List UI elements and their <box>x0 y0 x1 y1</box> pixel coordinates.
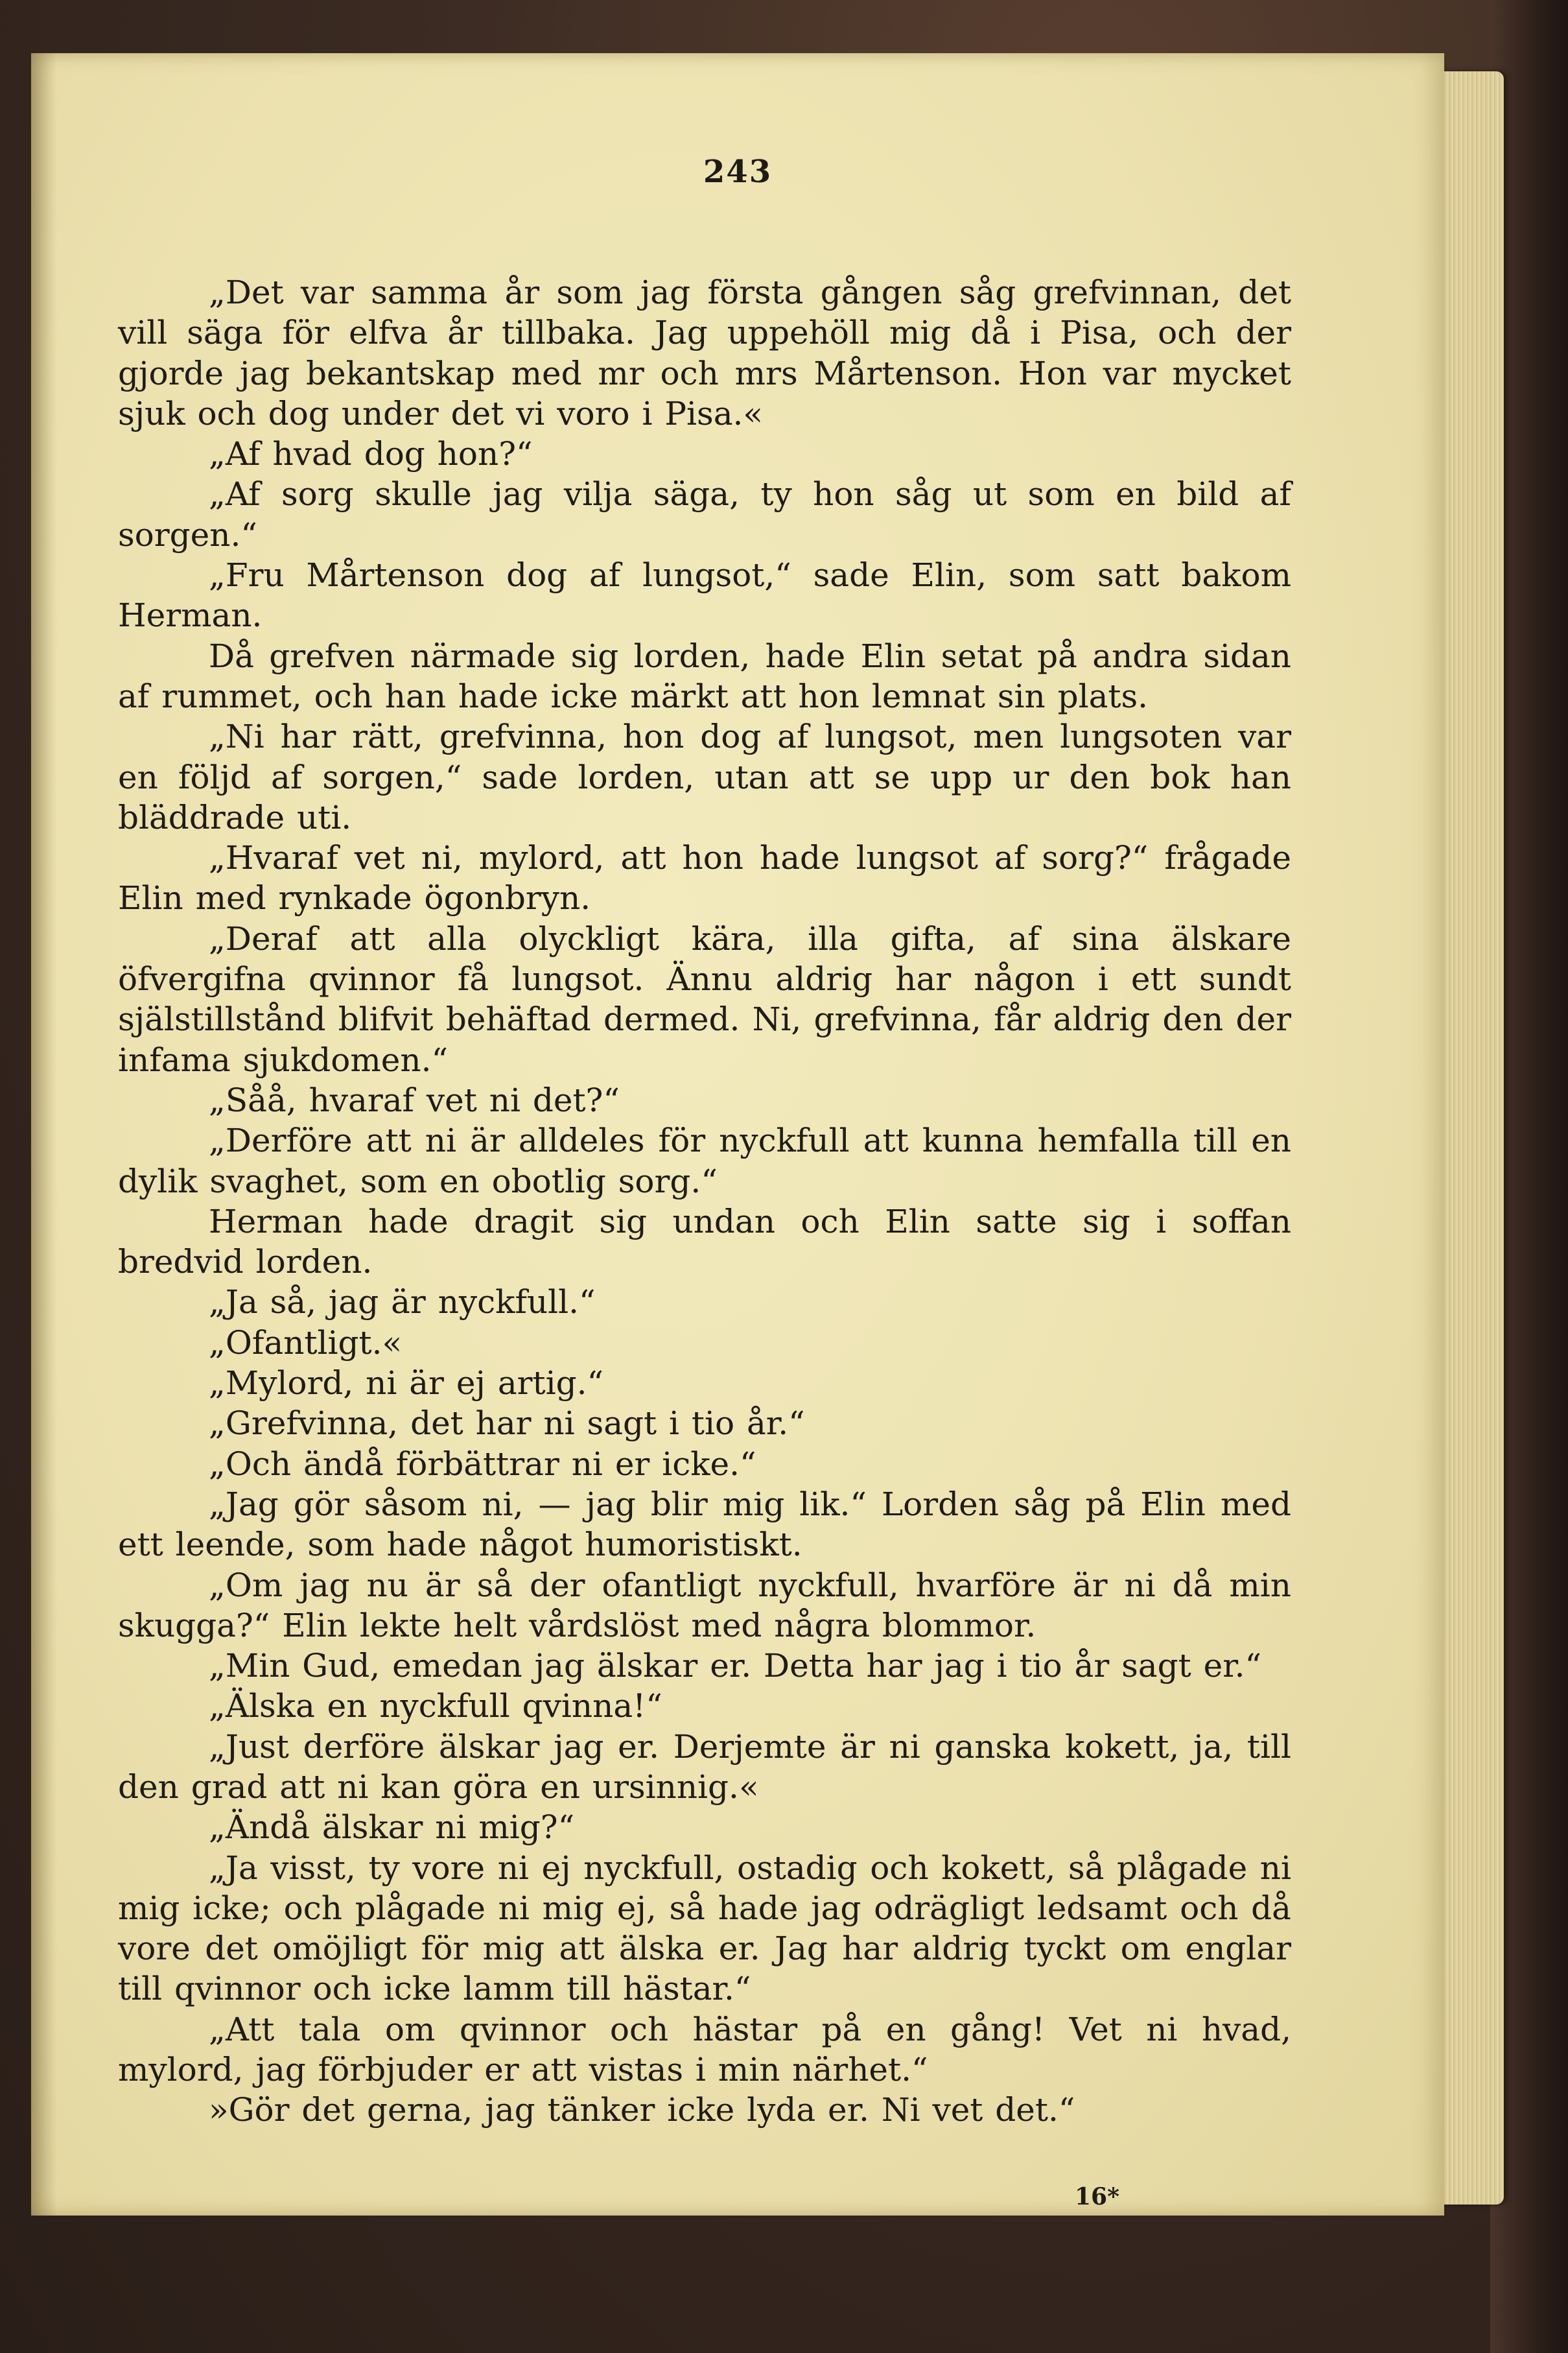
paragraph: „Ni har rätt, grefvinna, hon dog af lungsot, men lungsoten var en följd af sorgen,“ sade lorden, utan att se upp ur den bok han bläddrade uti. <box>118 718 1291 836</box>
paragraph: „Min Gud, emedan jag älskar er. Detta har jag i tio år sagt er.“ <box>209 1647 1262 1685</box>
paragraph: „Fru Mårtenson dog af lungsot,“ sade Elin, som satt bakom Herman. <box>118 556 1291 635</box>
paragraph: „Ja visst, ty vore ni ej nyckfull, ostadig och kokett, så plågade ni mig icke; och plågade ni mig ej, så hade jag odrägligt ledsamt och då vore det omöjligt för mig att älska er. Jag har aldrig tyckt om englar till qvinnor och icke lamm till hästar.“ <box>118 1849 1291 2008</box>
body-text <box>118 272 1291 2131</box>
paragraph: „Grefvinna, det har ni sagt i tio år.“ <box>209 1404 805 1443</box>
paragraph: „Ofantligt.« <box>209 1323 403 1362</box>
page-number: 243 <box>703 154 773 190</box>
paragraph: „Att tala om qvinnor och hästar på en gång! Vet ni hvad, mylord, jag förbjuder er att vistas i min närhet.“ <box>118 2010 1291 2089</box>
gutter-shade <box>31 53 57 2216</box>
paragraph: Herman hade dragit sig undan och Elin satte sig i soffan bredvid lorden. <box>118 1202 1291 1281</box>
paragraph: „Och ändå förbättrar ni er icke.“ <box>209 1445 756 1483</box>
paragraph: „Såå, hvaraf vet ni det?“ <box>209 1081 620 1119</box>
paragraph: „Af hvad dog hon?“ <box>209 435 533 473</box>
paragraph: „Hvaraf vet ni, mylord, att hon hade lungsot af sorg?“ frågade Elin med rynkade ögonbryn. <box>118 839 1291 917</box>
paragraph: „Just derföre älskar jag er. Derjemte är ni ganska kokett, ja, till den grad att ni kan göra en ursinnig.« <box>118 1727 1291 1806</box>
paragraph: „Det var samma år som jag första gången såg grefvinnan, det vill säga för elfva år tillbaka. Jag uppehöll mig då i Pisa, och der gjorde jag bekantskap med mr och mrs Mårtenson. Hon var mycket sjuk och dog under det vi voro i Pisa.« <box>118 274 1291 432</box>
paragraph: Då grefven närmade sig lorden, hade Elin setat på andra sidan af rummet, och han hade icke märkt att hon lemnat sin plats. <box>118 637 1291 715</box>
book-page <box>31 53 1444 2216</box>
paragraph: „Ändå älskar ni mig?“ <box>209 1808 575 1847</box>
paragraph: „Om jag nu är så der ofantligt nyckfull, hvarföre är ni då min skugga?“ Elin lekte helt vårdslöst med några blommor. <box>118 1566 1291 1644</box>
paragraph: „Af sorg skulle jag vilja säga, ty hon såg ut som en bild af sorgen.“ <box>118 475 1291 554</box>
paragraph: „Älska en nyckfull qvinna!“ <box>209 1687 662 1725</box>
paragraph: „Derföre att ni är alldeles för nyckfull att kunna hemfalla till en dylik svaghet, som en obotlig sorg.“ <box>118 1122 1291 1200</box>
paragraph: „Jag gör såsom ni, — jag blir mig lik.“ Lorden såg på Elin med ett leende, som hade något humoristiskt. <box>118 1485 1291 1564</box>
signature-mark: 16* <box>1075 2183 1119 2210</box>
paragraph: »Gör det gerna, jag tänker icke lyda er. Ni vet det.“ <box>209 2091 1075 2129</box>
paragraph: „Deraf att alla olyckligt kära, illa gifta, af sina älskare öfvergifna qvinnor få lungsot. Ännu aldrig har någon i ett sundt själstillstånd blifvit behäftad dermed. Ni, grefvinna, får aldrig den der infama sjukdomen.“ <box>118 919 1291 1079</box>
paragraph: „Mylord, ni är ej artig.“ <box>209 1364 604 1402</box>
paragraph: „Ja så, jag är nyckfull.“ <box>209 1283 596 1321</box>
